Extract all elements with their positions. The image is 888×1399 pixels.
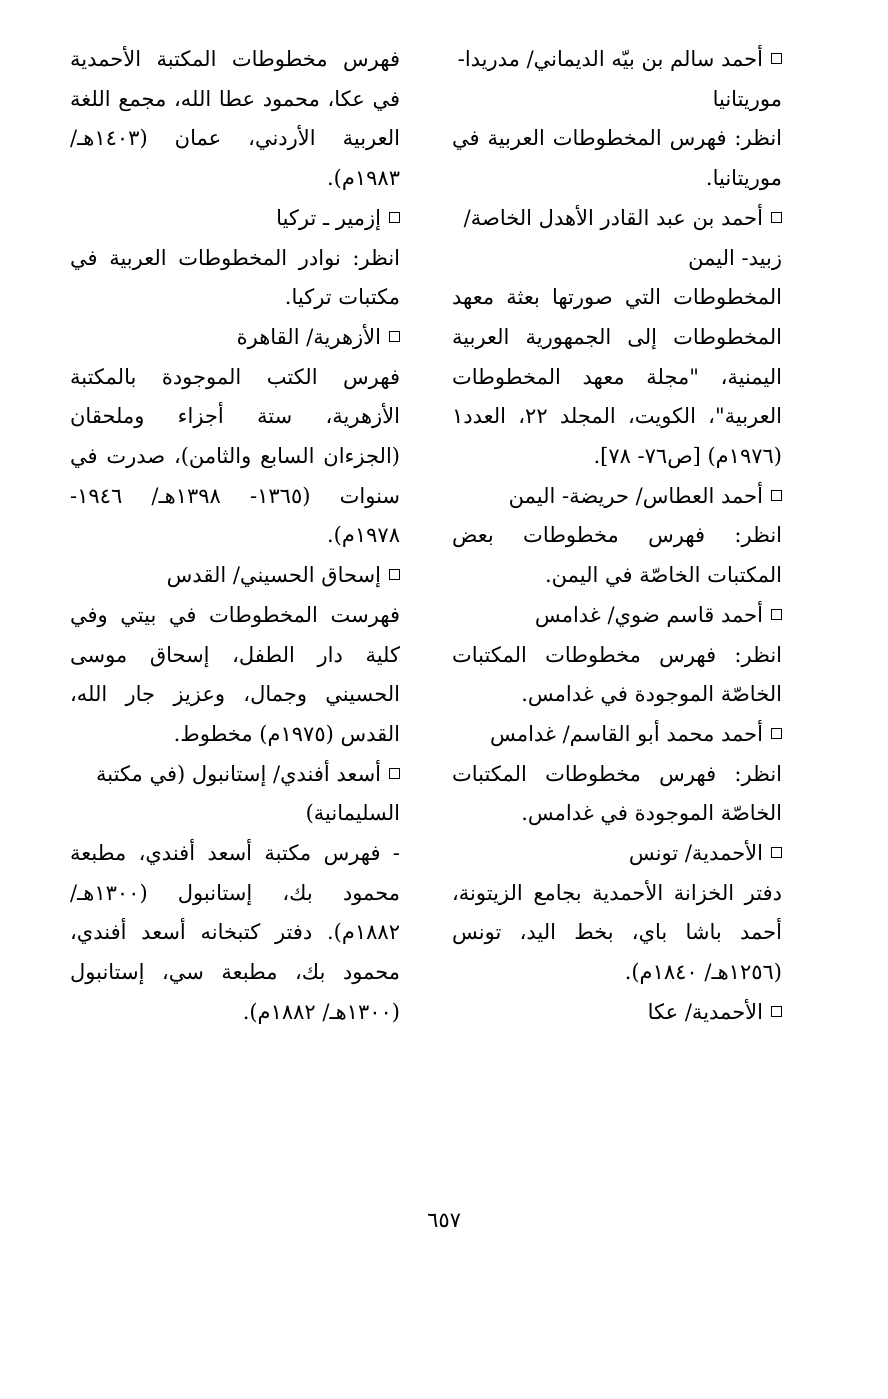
entry	[70, 318, 400, 556]
checkbox-icon	[771, 847, 782, 858]
entry	[70, 556, 400, 755]
entry	[70, 755, 400, 1033]
checkbox-icon	[771, 609, 782, 620]
entry	[452, 477, 782, 596]
checkbox-icon	[771, 728, 782, 739]
entry-description: دفتر الخزانة الأحمدية بجامع الزيتونة، أحمد باشا باي، بخط اليد، تونس (١٢٥٦هـ/ ١٨٤٠م).	[452, 880, 782, 985]
entry-heading-text: أحمد قاسم ضوي/ غدامس	[534, 602, 763, 627]
entry-heading	[452, 715, 782, 755]
entry-heading	[70, 556, 400, 596]
entry-heading	[452, 596, 782, 636]
checkbox-icon	[771, 490, 782, 501]
entry-description: انظر: فهرس المخطوطات العربية في موريتانيا.	[452, 126, 782, 191]
checkbox-icon	[389, 569, 400, 580]
checkbox-icon	[771, 212, 782, 223]
entry	[70, 40, 400, 199]
entry-heading	[452, 477, 782, 517]
entry-heading-text: أحمد سالم بن بيّه الديماني/ مدريدا- موريتانيا	[457, 47, 782, 111]
right-column	[452, 40, 782, 1033]
entry-description: انظر: فهرس مخطوطات بعض المكتبات الخاصّة في اليمن.	[452, 523, 782, 588]
entry-heading	[70, 318, 400, 358]
checkbox-icon	[389, 331, 400, 342]
entry-heading-text: أحمد العطاس/ حريضة- اليمن	[508, 483, 763, 508]
entry-heading-text: الأحمدية/ تونس	[628, 841, 763, 866]
checkbox-icon	[389, 212, 400, 223]
entry-description: فهرس الكتب الموجودة بالمكتبة الأزهرية، ستة أجزاء وملحقان (الجزءان السابع والثامن)، صدرت في سنوات (١٣٦٥- ١٣٩٨هـ/ ١٩٤٦- ١٩٧٨م).	[70, 364, 400, 548]
entry-heading-text: أحمد بن عبد القادر الأهدل الخاصة/ زبيد- اليمن	[463, 205, 782, 270]
entry-description: انظر: نوادر المخطوطات العربية في مكتبات تركيا.	[70, 245, 400, 310]
entry-description: فهرس مخطوطات المكتبة الأحمدية في عكا، محمود عطا الله، مجمع اللغة العربية الأردني، عمان (١٤٠٣هـ/ ١٩٨٣م).	[70, 47, 400, 191]
entry	[452, 199, 782, 477]
entry-heading-text: أسعد أفندي/ إستانبول (في مكتبة السليمانية)	[96, 761, 400, 826]
entry-heading	[452, 834, 782, 874]
entry-heading	[70, 199, 400, 239]
entry	[452, 993, 782, 1033]
checkbox-icon	[389, 768, 400, 779]
entry-heading-text: الأزهرية/ القاهرة	[236, 324, 381, 349]
entry-description: فهرست المخطوطات في بيتي وفي كلية دار الطفل، إسحاق موسى الحسيني وجمال، وعزيز جار الله، القدس (١٩٧٥م) مخطوط.	[70, 602, 400, 746]
entry-description: - فهرس مكتبة أسعد أفندي، مطبعة محمود بك، إستانبول (١٣٠٠هـ/ ١٨٨٢م). دفتر كتبخانه أسعد أفندي، محمود بك، مطبعة سي، إستانبول (١٣٠٠هـ/ ١٨٨٢م).	[70, 841, 400, 1024]
entry-heading	[452, 199, 782, 278]
entry	[452, 834, 782, 993]
entry-description: المخطوطات التي صورتها بعثة معهد المخطوطات إلى الجمهورية العربية اليمنية، "مجلة معهد المخطوطات العربية"، الكويت، المجلد ٢٢، العدد١ (١٩٧٦م) [ص٧٦- ٧٨].	[452, 285, 782, 469]
entry-heading	[452, 40, 782, 119]
left-column	[70, 40, 400, 1033]
entry-heading	[452, 993, 782, 1033]
entry-heading-text: إزمير ـ تركيا	[276, 205, 381, 230]
entry-heading-text: إسحاق الحسيني/ القدس	[166, 563, 381, 588]
entry	[452, 715, 782, 834]
entry	[452, 40, 782, 199]
entry-heading	[70, 755, 400, 834]
checkbox-icon	[771, 53, 782, 64]
entry	[70, 199, 400, 318]
entry-heading-text: أحمد محمد أبو القاسم/ غدامس	[490, 721, 763, 746]
entry	[452, 596, 782, 715]
entry-description: انظر: فهرس مخطوطات المكتبات الخاصّة الموجودة في غدامس.	[452, 761, 782, 826]
page-number: ٦٥٧	[427, 1208, 461, 1232]
checkbox-icon	[771, 1006, 782, 1017]
entry-heading-text: الأحمدية/ عكا	[647, 999, 763, 1024]
entry-description: انظر: فهرس مخطوطات المكتبات الخاصّة الموجودة في غدامس.	[452, 642, 782, 707]
